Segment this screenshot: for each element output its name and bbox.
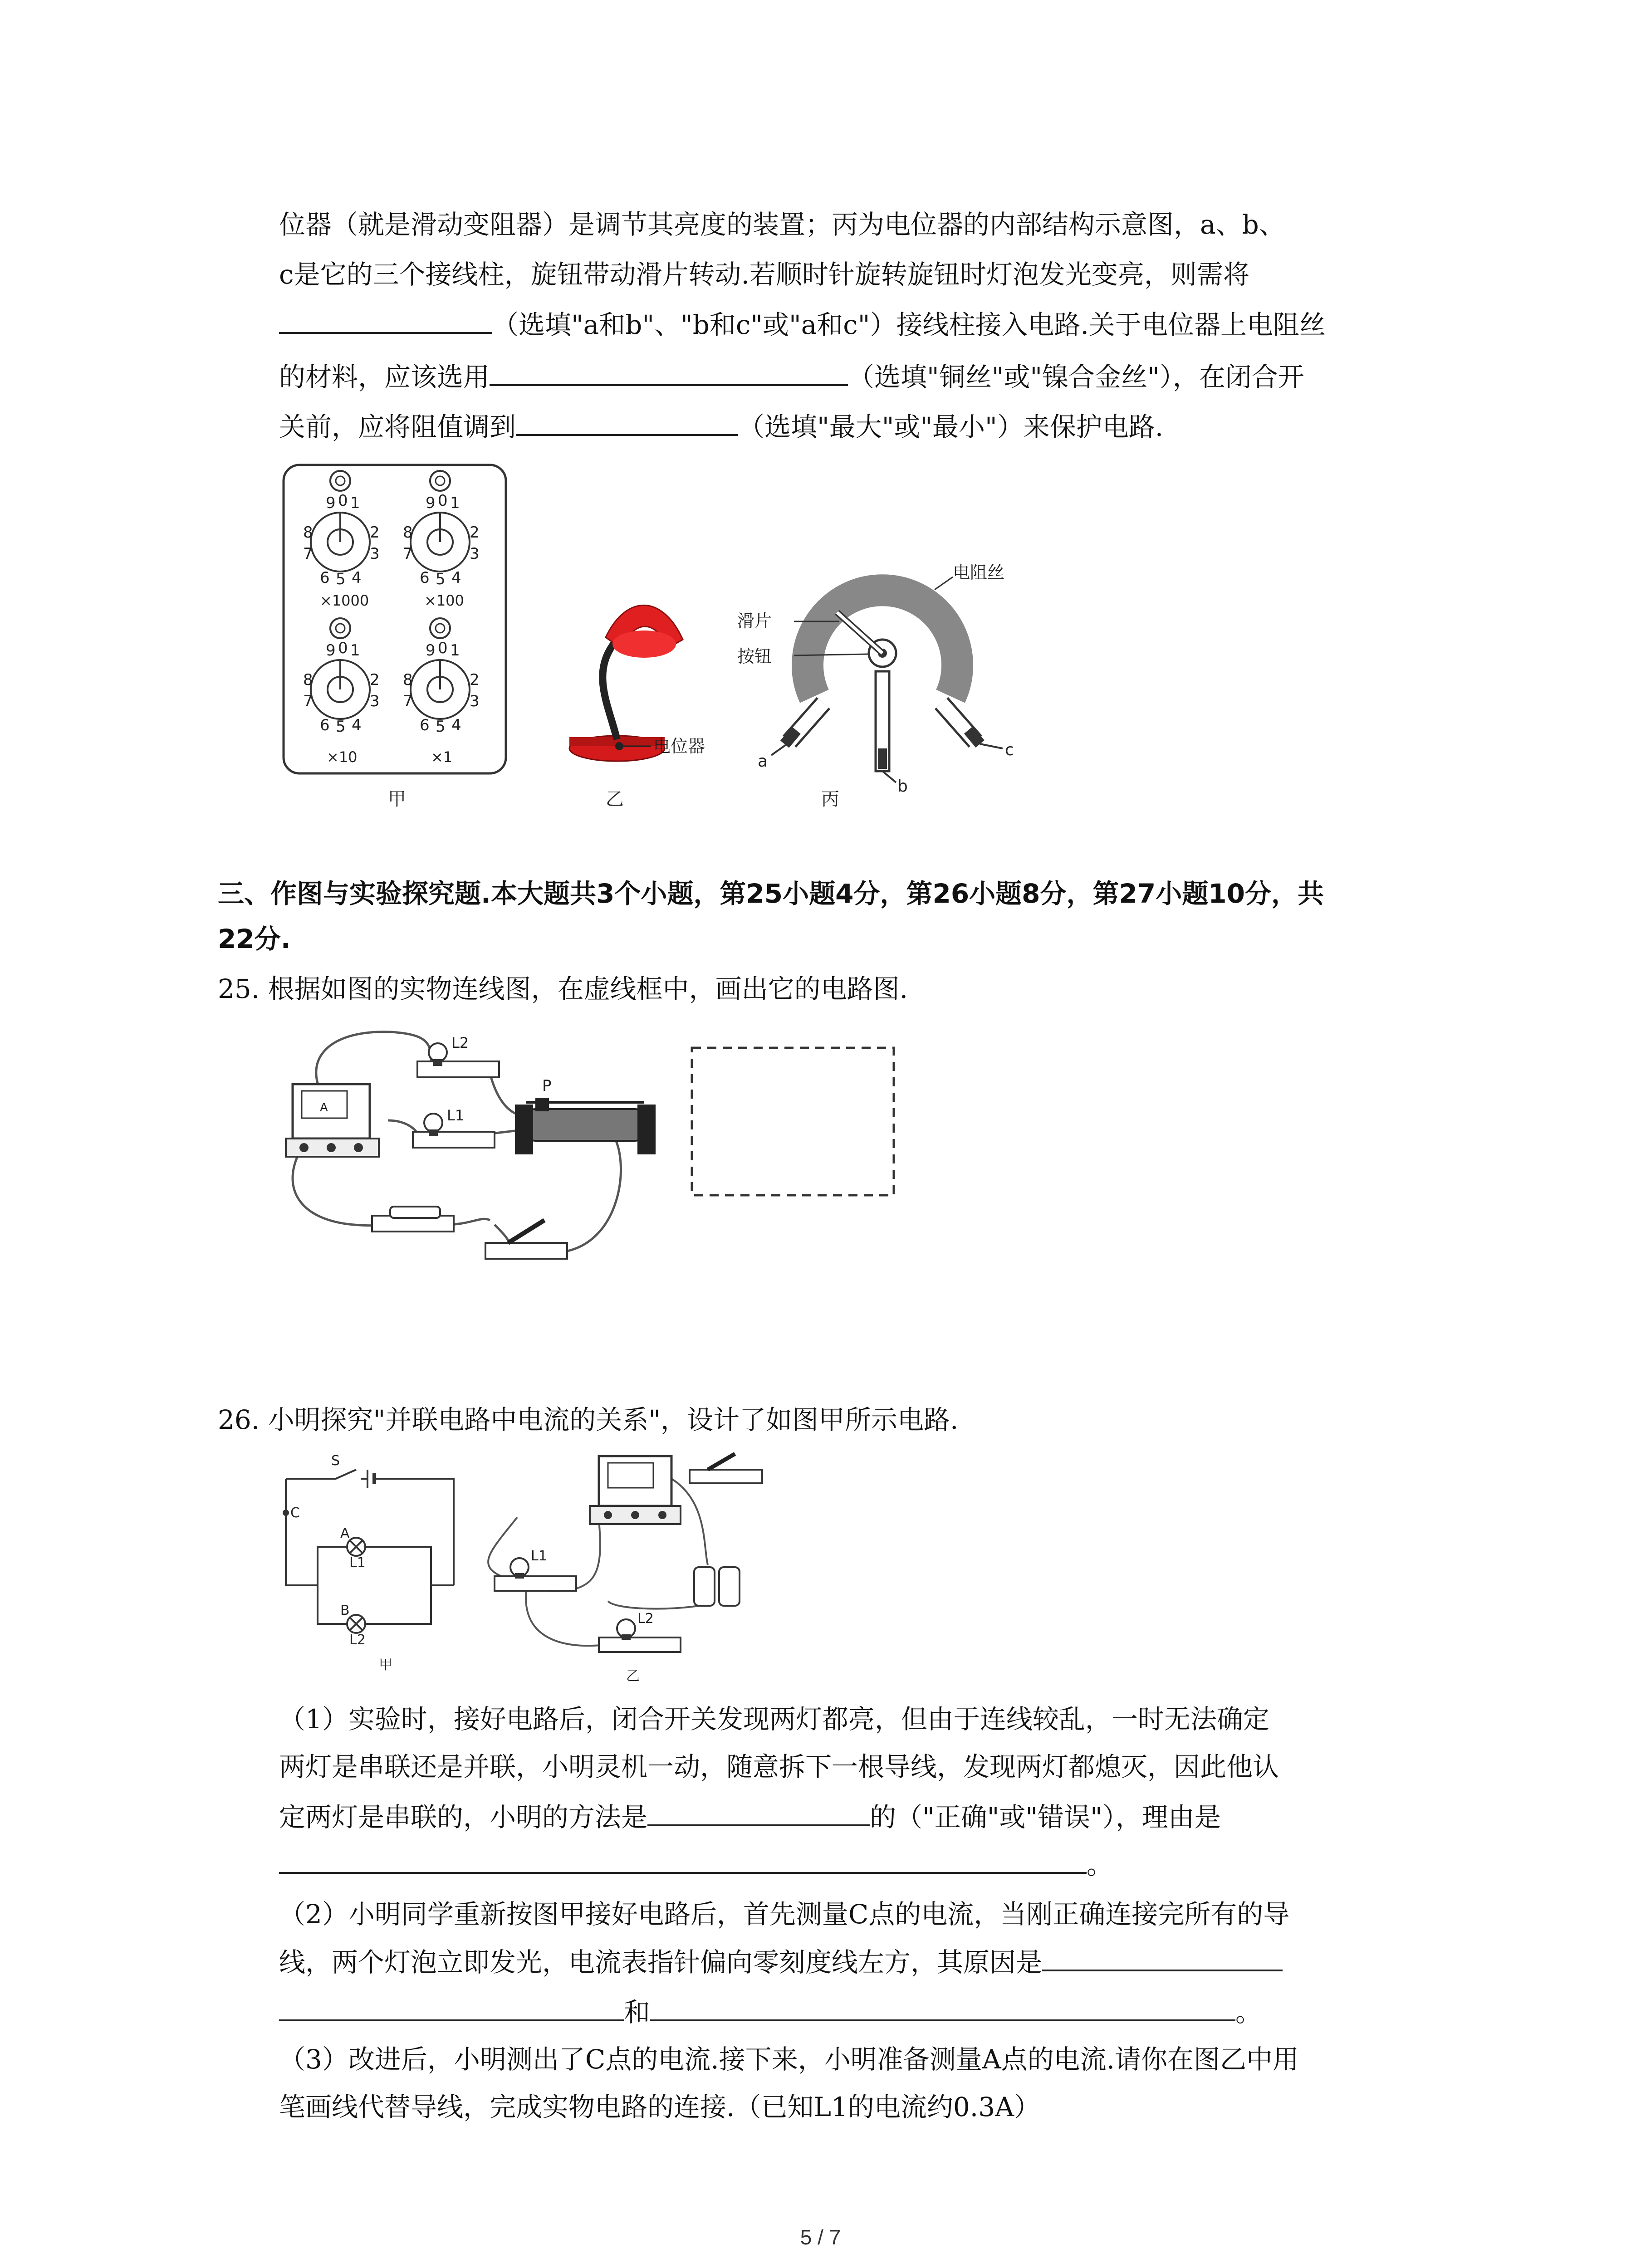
q26-part1-line-4: 。 [279,1844,1113,1885]
svg-text:5: 5 [336,718,346,736]
figure-25-circuit [281,1025,962,1261]
svg-text:1: 1 [450,494,460,512]
battery [372,1207,454,1232]
q24-line-3: （选填"a和b"、"b和c"或"a和c"）接线柱接入电路.关于电位器上电阻丝 [279,304,1326,345]
svg-text:1: 1 [450,641,460,660]
rheostat [515,1077,656,1154]
svg-text:0: 0 [338,639,348,657]
dial-1000 [311,513,370,572]
svg-text:5: 5 [436,570,446,588]
svg-text:1: 1 [350,641,360,660]
resistance-box [284,465,506,810]
terminal-c: c [1005,741,1014,759]
svg-text:2: 2 [470,523,480,542]
dial-10 [311,660,370,719]
svg-text:3: 3 [370,545,380,563]
svg-text:6: 6 [320,569,330,587]
circuit-diagram-jia [286,1470,454,1633]
dial-numbers [303,492,480,736]
bulb-l1 [413,1107,495,1148]
multiplier-1000: ×1000 [320,592,369,609]
terminal-b: b [897,777,908,796]
answer-box-dashed[interactable] [692,1048,894,1195]
svg-text:0: 0 [438,639,448,657]
svg-text:4: 4 [451,716,461,734]
q26-part3-line-2: 笔画线代替导线，完成实物电路的连接.（已知L1的电流约0.3A） [279,2092,1040,2122]
label-a: A [340,1525,350,1541]
svg-text:8: 8 [403,523,413,542]
svg-text:L1: L1 [447,1107,465,1124]
svg-text:6: 6 [420,569,430,587]
answer-blank-terminals[interactable] [279,304,492,334]
switch [485,1220,567,1259]
answer-blank-reason[interactable] [279,1844,1087,1874]
physical-circuit-yi [488,1454,762,1684]
svg-text:0: 0 [338,492,348,510]
terminal-a: a [758,752,768,771]
page-number: 5 / 7 [800,2225,841,2249]
svg-text:3: 3 [370,692,380,710]
svg-text:4: 4 [352,716,362,734]
answer-blank-method[interactable] [647,1796,870,1826]
svg-text:8: 8 [403,671,413,689]
desk-lamp [569,605,705,810]
label-b: B [340,1603,350,1618]
slider-label: 滑片 [737,611,772,631]
figure-label-bing: 丙 [821,789,839,810]
svg-text:0: 0 [438,492,448,510]
svg-text:9: 9 [326,641,336,660]
label-s: S [331,1453,340,1469]
answer-blank-resistance[interactable] [516,406,738,436]
svg-text:2: 2 [370,671,380,689]
q24-line-2: c是它的三个接线柱，旋钮带动滑片转动.若顺时针旋转旋钮时灯泡发光变亮，则需将 [279,259,1249,290]
svg-text:8: 8 [303,523,313,542]
q26-part2-line-3: 和 。 [279,1991,1262,2033]
svg-text:P: P [542,1077,552,1095]
answer-blank-cause-3[interactable] [650,1991,1235,2021]
section-3-heading-line-2: 22分. [218,924,291,954]
svg-text:2: 2 [470,671,480,689]
q25-text: 25. 根据如图的实物连线图，在虚线框中，画出它的电路图. [218,973,908,1004]
figure-label-jia-2: 甲 [379,1657,392,1673]
svg-text:9: 9 [426,641,436,660]
section-3-heading-line-1: 三、作图与实验探究题.本大题共3个小题，第25小题4分，第26小题8分，第27小题10分，共 [218,878,1324,909]
q26-part2-line-2: 线，两个灯泡立即发光，电流表指针偏向零刻度线左方，其原因是 [279,1941,1283,1983]
svg-text:6: 6 [420,716,430,734]
svg-text:1: 1 [350,494,360,512]
svg-text:6: 6 [320,716,330,734]
svg-text:3: 3 [470,692,480,710]
potentiometer-diagram [737,562,1014,810]
svg-text:8: 8 [303,671,313,689]
svg-text:7: 7 [303,545,313,563]
bulb-l2 [417,1034,499,1077]
q26-part1-line-2: 两灯是串联还是并联，小明灵机一动，随意拆下一根导线，发现两灯都熄灭，因此他认 [279,1751,1279,1782]
answer-blank-cause-2[interactable] [279,1991,624,2021]
knob-label: 按钮 [737,646,772,666]
svg-text:4: 4 [352,569,362,587]
q26-part3-line-1: （3）改进后，小明测出了C点的电流.接下来，小明准备测量A点的电流.请你在图乙中用 [279,2044,1299,2075]
dial-1 [411,660,470,719]
q26-part1-line-1: （1）实验时，接好电路后，闭合开关发现两灯都亮，但由于连线较乱，一时无法确定 [279,1704,1269,1735]
svg-text:5: 5 [436,718,446,736]
q26-text: 26. 小明探究"并联电路中电流的关系"，设计了如图甲所示电路. [218,1404,959,1435]
q26-part2-line-1: （2）小明同学重新按图甲接好电路后，首先测量C点的电流，当刚正确连接完所有的导 [279,1899,1290,1930]
label-l1: L1 [349,1555,366,1571]
q24-line-4: 的材料，应该选用 （选填"铜丝"或"镍合金丝"），在闭合开 [279,356,1304,397]
figure-label-yi-2: 乙 [626,1668,640,1684]
multiplier-1: ×1 [431,748,453,766]
svg-text:9: 9 [426,494,436,512]
svg-text:7: 7 [403,545,413,563]
label-l2: L2 [349,1632,366,1648]
q26-part1-line-3: 定两灯是串联的，小明的方法是 的（"正确"或"错误"），理由是 [279,1796,1221,1838]
svg-text:7: 7 [403,692,413,710]
potentiometer-label: 电位器 [653,736,705,756]
dial-100 [411,513,470,572]
q24-line-1: 位器（就是滑动变阻器）是调节其亮度的装置；丙为电位器的内部结构示意图，a、b、 [279,209,1285,240]
svg-text:5: 5 [336,570,346,588]
figure-label-yi: 乙 [606,789,624,810]
svg-text:4: 4 [451,569,461,587]
label-l1-yi: L1 [531,1548,547,1564]
answer-blank-material[interactable] [490,356,848,386]
svg-text:A: A [320,1101,328,1114]
multiplier-100: ×100 [424,592,464,609]
ammeter [286,1084,379,1157]
multiplier-10: ×10 [327,748,358,766]
label-c: C [290,1505,300,1521]
svg-text:2: 2 [370,523,380,542]
label-l2-yi: L2 [637,1611,654,1627]
q24-line-5: 关前，应将阻值调到 （选填"最大"或"最小"）来保护电路. [279,406,1163,447]
resistance-wire-label: 电阻丝 [953,562,1005,582]
figure-label-jia: 甲 [388,789,406,810]
svg-text:7: 7 [303,692,313,710]
svg-text:3: 3 [470,545,480,563]
figure-26 [272,1452,771,1687]
answer-blank-cause-1[interactable] [1042,1941,1283,1971]
svg-text:L2: L2 [451,1034,469,1051]
svg-text:9: 9 [326,494,336,512]
figure-24 [272,458,1497,821]
